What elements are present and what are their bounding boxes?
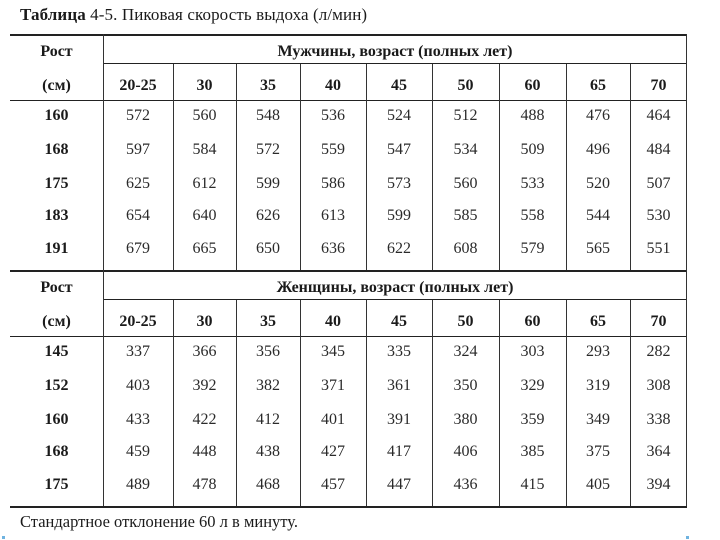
table-cell: 533 xyxy=(520,175,545,192)
table-cell: 371 xyxy=(321,377,345,394)
age-header: 40 xyxy=(325,77,341,94)
row-height-value: 160 xyxy=(44,411,69,428)
table-cell: 303 xyxy=(520,343,545,360)
row-height-value: 183 xyxy=(44,207,69,224)
age-header: 45 xyxy=(391,313,407,330)
table-cell: 520 xyxy=(586,175,610,192)
table-cell: 488 xyxy=(520,107,545,124)
caption-label: Таблица xyxy=(20,5,86,24)
column-divider xyxy=(432,300,433,506)
table-cell: 536 xyxy=(321,107,345,124)
column-divider xyxy=(173,64,174,270)
table-cell: 382 xyxy=(256,377,280,394)
table-cell: 597 xyxy=(126,141,150,158)
age-header: 40 xyxy=(325,313,341,330)
table-cell: 509 xyxy=(520,141,545,158)
table-cell: 530 xyxy=(646,207,671,224)
table-cell: 679 xyxy=(126,240,150,257)
table-cell: 308 xyxy=(646,377,671,394)
table-cell: 560 xyxy=(453,175,478,192)
table-cell: 512 xyxy=(453,107,478,124)
column-divider xyxy=(366,300,367,506)
table-cell: 599 xyxy=(387,207,411,224)
section-top-border xyxy=(10,270,687,272)
table-cell: 496 xyxy=(586,141,610,158)
age-header: 20-25 xyxy=(119,313,157,330)
table-right-border xyxy=(686,34,687,270)
table-cell: 356 xyxy=(256,343,280,360)
height-header: Рост xyxy=(40,279,73,296)
table-cell: 349 xyxy=(586,411,610,428)
table-cell: 293 xyxy=(586,343,610,360)
table-cell: 335 xyxy=(387,343,411,360)
row-height-value: 191 xyxy=(44,240,69,257)
age-header: 35 xyxy=(260,313,276,330)
column-divider xyxy=(366,64,367,270)
table-cell: 422 xyxy=(192,411,217,428)
table-cell: 401 xyxy=(321,411,345,428)
table-cell: 665 xyxy=(192,240,217,257)
table-cell: 565 xyxy=(586,240,610,257)
age-header: 60 xyxy=(524,77,541,94)
table-cell: 585 xyxy=(453,207,478,224)
table-cell: 484 xyxy=(646,141,671,158)
age-header: 45 xyxy=(391,77,407,94)
column-divider xyxy=(103,270,104,506)
table-cell: 544 xyxy=(586,207,610,224)
table-cell: 559 xyxy=(321,141,345,158)
column-divider xyxy=(630,64,631,270)
table-cell: 534 xyxy=(453,141,478,158)
row-height-value: 175 xyxy=(44,175,69,192)
table-cell: 412 xyxy=(256,411,280,428)
table-cell: 436 xyxy=(453,476,478,493)
age-header: 65 xyxy=(590,313,606,330)
table-cell: 599 xyxy=(256,175,280,192)
table-cell: 613 xyxy=(321,207,345,224)
column-divider xyxy=(236,64,237,270)
row-height-value: 145 xyxy=(44,343,69,360)
table-cell: 650 xyxy=(256,240,280,257)
table-cell: 572 xyxy=(126,107,150,124)
table-right-border xyxy=(686,270,687,506)
table-cell: 547 xyxy=(387,141,411,158)
age-header: 30 xyxy=(196,77,213,94)
table-cell: 417 xyxy=(387,443,411,460)
column-divider xyxy=(300,64,301,270)
group-title-underline xyxy=(103,299,687,300)
column-divider xyxy=(236,300,237,506)
table-caption xyxy=(20,5,367,25)
table-cell: 403 xyxy=(126,377,150,394)
height-header: Рост xyxy=(40,43,73,60)
table-cell: 427 xyxy=(321,443,345,460)
table-cell: 380 xyxy=(453,411,478,428)
table-cell: 654 xyxy=(126,207,150,224)
table-cell: 447 xyxy=(387,476,411,493)
table-cell: 558 xyxy=(520,207,545,224)
age-header-underline xyxy=(10,100,687,101)
column-divider xyxy=(432,64,433,270)
table-cell: 433 xyxy=(126,411,150,428)
row-height-value: 168 xyxy=(44,141,69,158)
column-divider xyxy=(173,300,174,506)
table-cell: 464 xyxy=(646,107,671,124)
table-cell: 385 xyxy=(520,443,545,460)
table-cell: 448 xyxy=(192,443,217,460)
age-header: 65 xyxy=(590,77,606,94)
column-divider xyxy=(566,64,567,270)
table-cell: 468 xyxy=(256,476,280,493)
group-title: Мужчины, возраст (полных лет) xyxy=(277,43,513,60)
age-header: 70 xyxy=(650,77,667,94)
caption-title: 4-5. Пиковая скорость выдоха (л/мин) xyxy=(85,5,368,24)
column-divider xyxy=(300,300,301,506)
table-cell: 359 xyxy=(520,411,545,428)
table-cell: 415 xyxy=(520,476,545,493)
age-header: 60 xyxy=(524,313,541,330)
row-height-value: 175 xyxy=(44,476,69,493)
age-header: 20-25 xyxy=(119,77,157,94)
table-cell: 345 xyxy=(321,343,345,360)
table-cell: 394 xyxy=(646,476,671,493)
table-cell: 364 xyxy=(646,443,671,460)
table-cell: 324 xyxy=(453,343,478,360)
table-cell: 459 xyxy=(126,443,150,460)
group-title-underline xyxy=(103,63,687,64)
table-cell: 507 xyxy=(646,175,671,192)
table-cell: 560 xyxy=(192,107,217,124)
table-cell: 548 xyxy=(256,107,280,124)
table-cell: 551 xyxy=(646,240,671,257)
table-cell: 625 xyxy=(126,175,150,192)
column-divider xyxy=(499,300,500,506)
table-cell: 476 xyxy=(586,107,610,124)
table-cell: 319 xyxy=(586,377,610,394)
table-cell: 405 xyxy=(586,476,610,493)
table-cell: 626 xyxy=(256,207,280,224)
age-header: 70 xyxy=(650,313,667,330)
height-unit-header: (см) xyxy=(42,313,71,330)
table-cell: 489 xyxy=(126,476,150,493)
row-height-value: 168 xyxy=(44,443,69,460)
table-cell: 636 xyxy=(321,240,345,257)
table-cell: 524 xyxy=(387,107,411,124)
table-cell: 438 xyxy=(256,443,280,460)
table-cell: 579 xyxy=(520,240,545,257)
column-divider xyxy=(630,300,631,506)
table-cell: 406 xyxy=(453,443,478,460)
footnote: Стандартное отклонение 60 л в минуту. xyxy=(20,512,299,531)
corner-mark-left xyxy=(2,536,5,539)
column-divider xyxy=(103,34,104,270)
corner-mark-right xyxy=(686,536,689,539)
section-top-border xyxy=(10,34,687,36)
table-cell: 392 xyxy=(192,377,217,394)
row-height-value: 160 xyxy=(44,107,69,124)
age-header: 50 xyxy=(457,77,474,94)
table-cell: 478 xyxy=(192,476,217,493)
row-height-value: 152 xyxy=(44,377,69,394)
age-header: 30 xyxy=(196,313,213,330)
column-divider xyxy=(499,64,500,270)
table-cell: 282 xyxy=(646,343,671,360)
table-cell: 640 xyxy=(192,207,217,224)
table-cell: 612 xyxy=(192,175,217,192)
table-cell: 608 xyxy=(453,240,478,257)
age-header: 35 xyxy=(260,77,276,94)
table-cell: 366 xyxy=(192,343,217,360)
table-cell: 337 xyxy=(126,343,150,360)
group-title: Женщины, возраст (полных лет) xyxy=(276,279,514,296)
table-cell: 329 xyxy=(520,377,545,394)
height-unit-header: (см) xyxy=(42,77,71,94)
table-cell: 350 xyxy=(453,377,478,394)
table-cell: 572 xyxy=(256,141,280,158)
table-cell: 391 xyxy=(387,411,411,428)
table-cell: 457 xyxy=(321,476,345,493)
table-cell: 573 xyxy=(387,175,411,192)
column-divider xyxy=(566,300,567,506)
table-cell: 622 xyxy=(387,240,411,257)
table-cell: 584 xyxy=(192,141,217,158)
table-bottom-border xyxy=(10,506,687,508)
age-header-underline xyxy=(10,336,687,337)
table-cell: 338 xyxy=(646,411,671,428)
table-cell: 361 xyxy=(387,377,411,394)
table-cell: 375 xyxy=(586,443,610,460)
age-header: 50 xyxy=(457,313,474,330)
table-cell: 586 xyxy=(321,175,345,192)
